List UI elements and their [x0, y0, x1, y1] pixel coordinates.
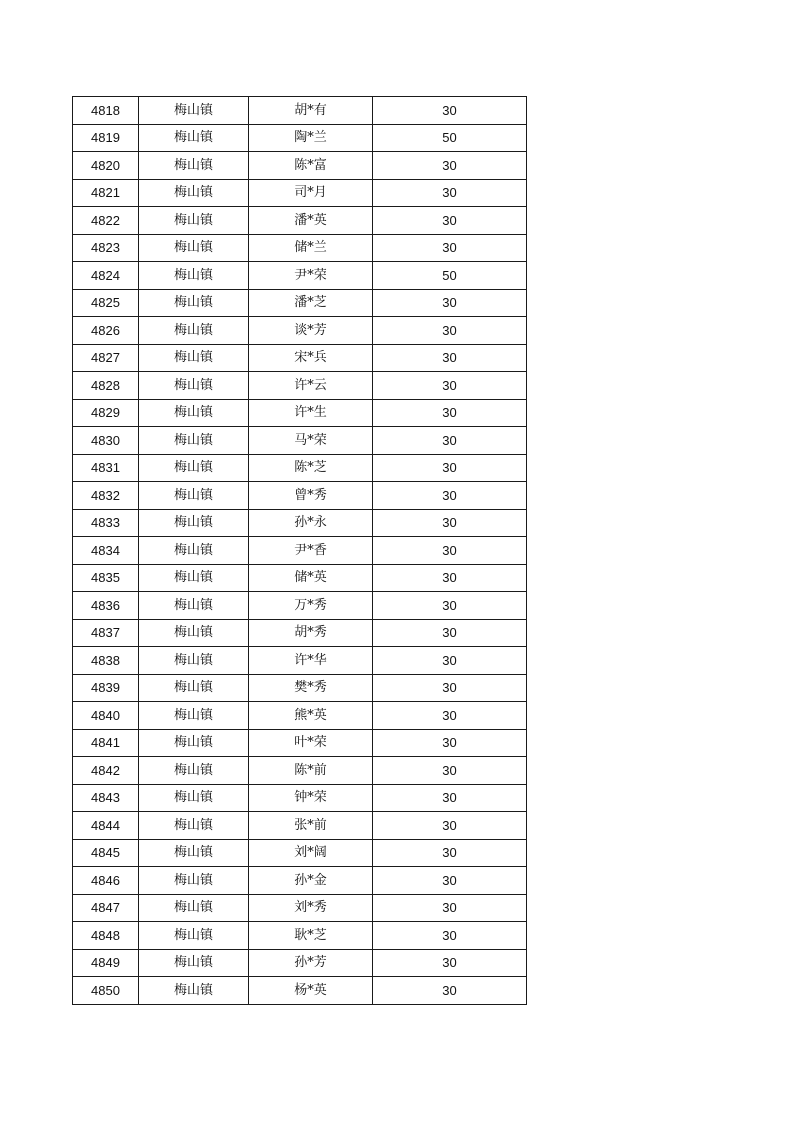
cell-name: 储*兰: [249, 234, 373, 262]
cell-name: 杨*英: [249, 977, 373, 1005]
cell-town: 梅山镇: [139, 234, 249, 262]
cell-id: 4821: [73, 179, 139, 207]
cell-amount: 30: [373, 207, 527, 235]
cell-id: 4837: [73, 619, 139, 647]
cell-id: 4825: [73, 289, 139, 317]
cell-name: 尹*荣: [249, 262, 373, 290]
cell-name: 万*秀: [249, 592, 373, 620]
cell-id: 4838: [73, 647, 139, 675]
table-row: [73, 619, 527, 647]
cell-id: 4832: [73, 482, 139, 510]
cell-id: 4836: [73, 592, 139, 620]
cell-id: 4844: [73, 812, 139, 840]
table-row: [73, 454, 527, 482]
cell-id: 4826: [73, 317, 139, 345]
cell-town: 梅山镇: [139, 729, 249, 757]
cell-town: 梅山镇: [139, 427, 249, 455]
cell-name: 孙*芳: [249, 949, 373, 977]
cell-id: 4847: [73, 894, 139, 922]
table-row: [73, 372, 527, 400]
cell-amount: 30: [373, 317, 527, 345]
table-row: [73, 922, 527, 950]
cell-name: 尹*香: [249, 537, 373, 565]
cell-id: 4841: [73, 729, 139, 757]
cell-town: 梅山镇: [139, 592, 249, 620]
cell-town: 梅山镇: [139, 619, 249, 647]
cell-name: 潘*芝: [249, 289, 373, 317]
cell-town: 梅山镇: [139, 812, 249, 840]
cell-name: 樊*秀: [249, 674, 373, 702]
cell-town: 梅山镇: [139, 262, 249, 290]
cell-name: 刘*阔: [249, 839, 373, 867]
cell-town: 梅山镇: [139, 344, 249, 372]
cell-town: 梅山镇: [139, 674, 249, 702]
cell-name: 许*华: [249, 647, 373, 675]
table-row: [73, 317, 527, 345]
cell-name: 许*生: [249, 399, 373, 427]
cell-name: 孙*永: [249, 509, 373, 537]
cell-id: 4823: [73, 234, 139, 262]
cell-amount: 30: [373, 812, 527, 840]
cell-town: 梅山镇: [139, 839, 249, 867]
cell-name: 司*月: [249, 179, 373, 207]
table-row: [73, 537, 527, 565]
table-row: [73, 289, 527, 317]
table-row: [73, 647, 527, 675]
table-row: [73, 482, 527, 510]
table-row: [73, 702, 527, 730]
cell-id: 4833: [73, 509, 139, 537]
cell-town: 梅山镇: [139, 454, 249, 482]
cell-town: 梅山镇: [139, 949, 249, 977]
cell-amount: 30: [373, 234, 527, 262]
table-row: [73, 757, 527, 785]
table-row: [73, 234, 527, 262]
cell-town: 梅山镇: [139, 124, 249, 152]
cell-amount: 30: [373, 977, 527, 1005]
cell-name: 许*云: [249, 372, 373, 400]
cell-name: 陈*芝: [249, 454, 373, 482]
cell-town: 梅山镇: [139, 152, 249, 180]
cell-amount: 30: [373, 289, 527, 317]
cell-town: 梅山镇: [139, 702, 249, 730]
cell-name: 曾*秀: [249, 482, 373, 510]
table-row: [73, 509, 527, 537]
cell-town: 梅山镇: [139, 564, 249, 592]
cell-town: 梅山镇: [139, 757, 249, 785]
cell-name: 谈*芳: [249, 317, 373, 345]
cell-id: 4843: [73, 784, 139, 812]
cell-id: 4834: [73, 537, 139, 565]
cell-amount: 30: [373, 454, 527, 482]
cell-name: 胡*秀: [249, 619, 373, 647]
cell-id: 4850: [73, 977, 139, 1005]
cell-amount: 30: [373, 949, 527, 977]
table-row: [73, 399, 527, 427]
table-body: [73, 97, 527, 1005]
cell-amount: 30: [373, 784, 527, 812]
table-row: [73, 592, 527, 620]
cell-town: 梅山镇: [139, 317, 249, 345]
table-row: [73, 344, 527, 372]
table-row: [73, 427, 527, 455]
cell-town: 梅山镇: [139, 179, 249, 207]
cell-name: 刘*秀: [249, 894, 373, 922]
cell-name: 储*英: [249, 564, 373, 592]
cell-town: 梅山镇: [139, 977, 249, 1005]
cell-name: 陈*富: [249, 152, 373, 180]
table-row: [73, 729, 527, 757]
cell-id: 4820: [73, 152, 139, 180]
cell-id: 4840: [73, 702, 139, 730]
table-row: [73, 207, 527, 235]
cell-id: 4824: [73, 262, 139, 290]
cell-amount: 30: [373, 344, 527, 372]
cell-amount: 30: [373, 97, 527, 125]
cell-amount: 30: [373, 482, 527, 510]
cell-name: 陶*兰: [249, 124, 373, 152]
cell-town: 梅山镇: [139, 867, 249, 895]
table-row: [73, 894, 527, 922]
cell-amount: 30: [373, 757, 527, 785]
cell-amount: 30: [373, 152, 527, 180]
table-row: [73, 977, 527, 1005]
cell-name: 陈*前: [249, 757, 373, 785]
cell-town: 梅山镇: [139, 922, 249, 950]
cell-town: 梅山镇: [139, 894, 249, 922]
cell-name: 马*荣: [249, 427, 373, 455]
table-row: [73, 152, 527, 180]
cell-id: 4827: [73, 344, 139, 372]
cell-id: 4818: [73, 97, 139, 125]
cell-amount: 30: [373, 839, 527, 867]
cell-town: 梅山镇: [139, 372, 249, 400]
cell-id: 4828: [73, 372, 139, 400]
cell-name: 宋*兵: [249, 344, 373, 372]
cell-town: 梅山镇: [139, 647, 249, 675]
cell-name: 叶*荣: [249, 729, 373, 757]
cell-town: 梅山镇: [139, 399, 249, 427]
cell-name: 耿*芝: [249, 922, 373, 950]
cell-amount: 30: [373, 509, 527, 537]
cell-amount: 30: [373, 619, 527, 647]
table-row: [73, 867, 527, 895]
cell-town: 梅山镇: [139, 207, 249, 235]
cell-town: 梅山镇: [139, 97, 249, 125]
cell-amount: 50: [373, 124, 527, 152]
cell-amount: 30: [373, 564, 527, 592]
cell-name: 钟*荣: [249, 784, 373, 812]
cell-id: 4846: [73, 867, 139, 895]
cell-amount: 30: [373, 647, 527, 675]
cell-id: 4831: [73, 454, 139, 482]
cell-amount: 30: [373, 179, 527, 207]
table-row: [73, 262, 527, 290]
cell-id: 4849: [73, 949, 139, 977]
table-row: [73, 97, 527, 125]
table-row: [73, 784, 527, 812]
cell-name: 熊*英: [249, 702, 373, 730]
cell-amount: 30: [373, 867, 527, 895]
cell-town: 梅山镇: [139, 509, 249, 537]
cell-id: 4842: [73, 757, 139, 785]
cell-amount: 30: [373, 427, 527, 455]
table-row: [73, 179, 527, 207]
cell-id: 4835: [73, 564, 139, 592]
cell-id: 4848: [73, 922, 139, 950]
cell-name: 潘*英: [249, 207, 373, 235]
cell-amount: 30: [373, 399, 527, 427]
cell-id: 4829: [73, 399, 139, 427]
cell-town: 梅山镇: [139, 537, 249, 565]
cell-amount: 30: [373, 372, 527, 400]
table-row: [73, 674, 527, 702]
cell-amount: 30: [373, 674, 527, 702]
cell-town: 梅山镇: [139, 289, 249, 317]
table-row: [73, 949, 527, 977]
cell-amount: 30: [373, 729, 527, 757]
cell-amount: 50: [373, 262, 527, 290]
table-row: [73, 812, 527, 840]
cell-id: 4830: [73, 427, 139, 455]
table-row: [73, 839, 527, 867]
cell-amount: 30: [373, 702, 527, 730]
cell-name: 胡*有: [249, 97, 373, 125]
table-row: [73, 564, 527, 592]
subsidy-table: [72, 96, 527, 1005]
cell-id: 4822: [73, 207, 139, 235]
cell-id: 4845: [73, 839, 139, 867]
cell-amount: 30: [373, 592, 527, 620]
cell-town: 梅山镇: [139, 482, 249, 510]
cell-id: 4819: [73, 124, 139, 152]
cell-amount: 30: [373, 537, 527, 565]
cell-town: 梅山镇: [139, 784, 249, 812]
cell-name: 张*前: [249, 812, 373, 840]
table-row: [73, 124, 527, 152]
cell-id: 4839: [73, 674, 139, 702]
cell-name: 孙*金: [249, 867, 373, 895]
cell-amount: 30: [373, 922, 527, 950]
cell-amount: 30: [373, 894, 527, 922]
